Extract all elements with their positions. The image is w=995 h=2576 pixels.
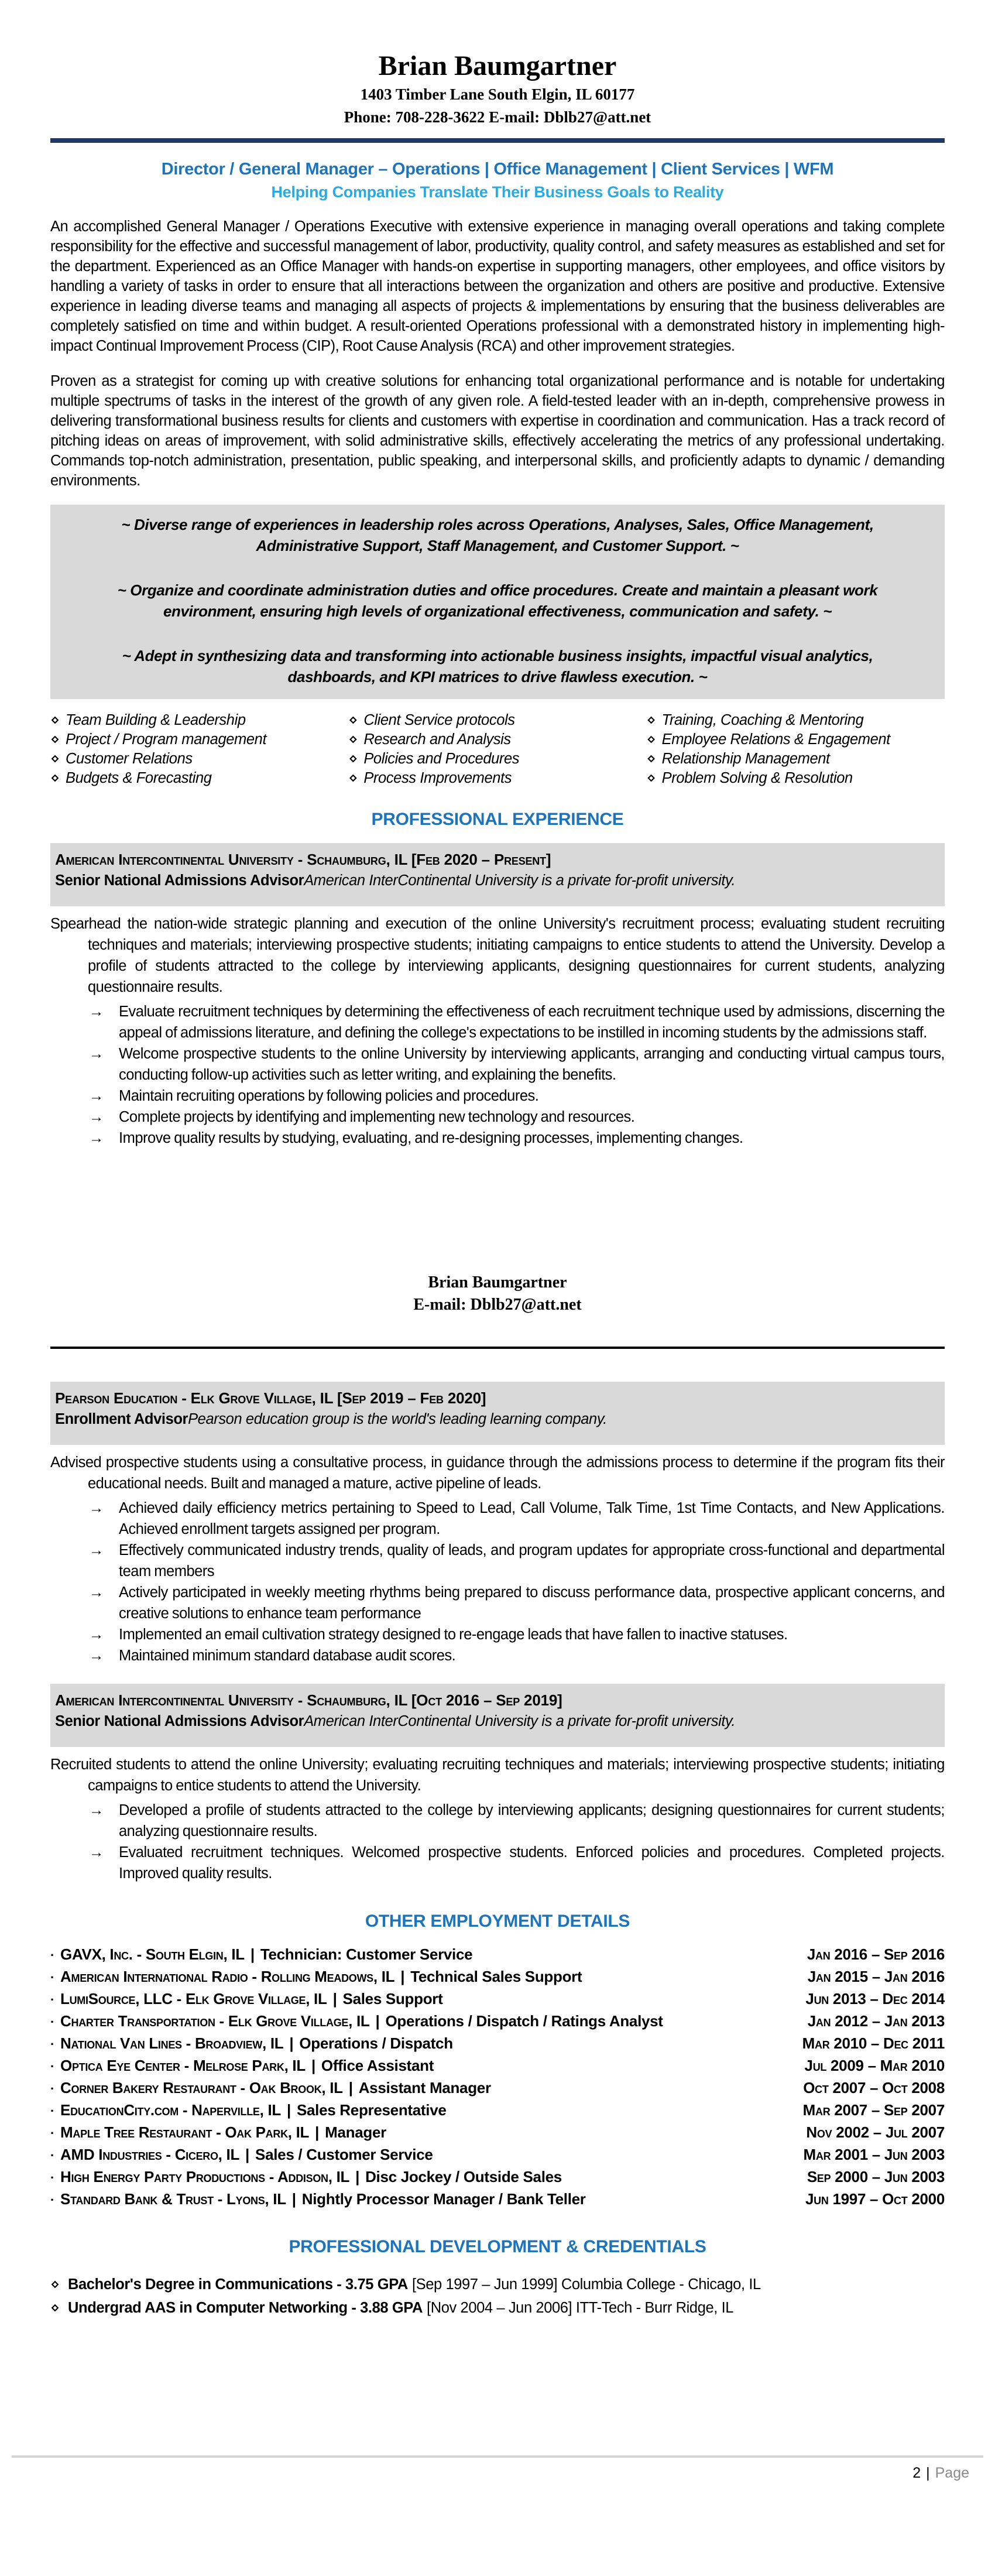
pipe-separator: | <box>348 2079 353 2097</box>
pipe-separator: | <box>286 2101 291 2119</box>
pipe-separator: | <box>289 2034 294 2052</box>
job1-summary: Spearhead the nation-wide strategic planning and execution of the online University's recruitment process; evaluating student recruiting techniques and materials; interviewing prospective students; initiating campaigns to entice students to attend the University. Develop a profile of students attracted to the college by interviewing applicants, designing questionnaires for current students, analyzing questionnaire results. <box>50 916 945 995</box>
job3-company-note: American InterContinental University is a private for-profit university. <box>304 1713 736 1729</box>
employment-dates: Jan 2015 – Jan 2016 <box>807 1968 945 1985</box>
page2-header-rule <box>50 1347 945 1349</box>
skill-item: ⋄ Relationship Management <box>647 749 945 769</box>
credentials-list <box>50 2273 945 2320</box>
credential-title: Undergrad AAS in Computer Networking - 3.88 GPA <box>68 2300 423 2316</box>
employment-role: Operations / Dispatch / Ratings Analyst <box>385 2012 663 2030</box>
employment-dates: Jul 2009 – Mar 2010 <box>804 2057 945 2074</box>
skills-column-1 <box>50 711 348 788</box>
bullet-item: → Maintained minimum standard database audit scores. <box>89 1645 945 1666</box>
skill-item: ⋄ Budgets & Forecasting <box>50 769 348 788</box>
page-number-text <box>12 2465 983 2482</box>
pipe-separator: | <box>375 2012 380 2030</box>
arrow-bullet-icon: → <box>89 1647 104 1664</box>
diamond-bullet-icon: ⋄ <box>646 712 656 728</box>
employment-role: Technician: Customer Service <box>260 1945 473 1963</box>
arrow-bullet-icon: → <box>89 1500 104 1516</box>
skill-item: ⋄ Project / Program management <box>50 730 348 749</box>
highlight-3: ~ Adept in synthesizing data and transforming into actionable business insights, impactful visual analytics, dashboards, and KPI matrices to drive flawless execution. ~ <box>122 647 873 686</box>
dot-bullet-icon: · <box>50 1992 55 2007</box>
dot-bullet-icon: · <box>50 2170 55 2185</box>
employment-dates: Mar 2001 – Jun 2003 <box>803 2146 945 2163</box>
dot-bullet-icon: · <box>50 1970 55 1985</box>
footer-divider-rule <box>12 2455 983 2458</box>
employment-row <box>50 2077 945 2099</box>
employment-company: LumiSource, LLC - Elk Grove Village, IL <box>60 1990 327 2008</box>
resume-title: Director / General Manager – Operations | Office Management | Client Services | WFM <box>161 160 834 179</box>
employment-role: Operations / Dispatch <box>299 2034 453 2052</box>
employment-dates: Jan 2012 – Jan 2013 <box>807 2012 945 2030</box>
arrow-bullet-icon: → <box>89 1584 104 1601</box>
candidate-name: Brian Baumgartner <box>378 50 617 81</box>
employment-row <box>50 2188 945 2211</box>
employment-row <box>50 2010 945 2033</box>
arrow-bullet-icon: → <box>89 1046 104 1062</box>
employment-dates: Jun 2013 – Dec 2014 <box>805 1990 945 2008</box>
pipe-separator: | <box>400 1968 405 1985</box>
job3-header-box <box>50 1684 945 1747</box>
header-divider-rule <box>50 138 945 143</box>
bullet-item: → Maintain recruiting operations by following policies and procedures. <box>89 1085 945 1107</box>
page2-candidate-name: Brian Baumgartner <box>428 1273 567 1292</box>
job1-company-line: American Intercontinental University - Schaumburg, IL [Feb 2020 – Present] <box>55 851 551 868</box>
employment-row <box>50 2166 945 2188</box>
credential-item <box>50 2273 945 2296</box>
employment-company: American International Radio - Rolling Meadows, IL <box>60 1968 395 1985</box>
pipe-separator: | <box>245 2146 250 2163</box>
pipe-separator: | <box>291 2190 296 2208</box>
skills-column-2 <box>348 711 646 788</box>
dot-bullet-icon: · <box>50 2193 55 2207</box>
diamond-bullet-icon: ⋄ <box>50 2276 60 2293</box>
diamond-bullet-icon: ⋄ <box>348 731 358 748</box>
job1-role-line <box>55 870 940 891</box>
employment-dates: Mar 2007 – Sep 2007 <box>802 2101 945 2119</box>
skills-columns <box>50 711 945 788</box>
employment-dates: Sep 2000 – Jun 2003 <box>807 2168 945 2186</box>
employment-company: EducationCity.com - Naperville, IL <box>60 2101 281 2119</box>
credential-details: [Nov 2004 – Jun 2006] ITT-Tech - Burr Ridge, IL <box>427 2300 734 2316</box>
employment-dates: Jan 2016 – Sep 2016 <box>807 1945 945 1963</box>
arrow-bullet-icon: → <box>89 1844 104 1861</box>
employment-role: Nightly Processor Manager / Bank Teller <box>301 2190 586 2208</box>
section-heading-development-credentials: PROFESSIONAL DEVELOPMENT & CREDENTIALS <box>289 2237 706 2256</box>
diamond-bullet-icon: ⋄ <box>646 751 656 767</box>
dot-bullet-icon: · <box>50 2081 55 2096</box>
dot-bullet-icon: · <box>50 2015 55 2029</box>
bullet-item: → Evaluated recruitment techniques. Welcomed prospective students. Enforced policies and procedures. Completed projects. Improved quality results. <box>89 1842 945 1884</box>
employment-company: Maple Tree Restaurant - Oak Park, IL <box>60 2123 310 2141</box>
bullet-item: → Developed a profile of students attracted to the college by interviewing applicants; designing questionnaires for current students; analyzing questionnaire results. <box>89 1800 945 1842</box>
employment-role: Sales / Customer Service <box>255 2146 433 2163</box>
other-employment-list <box>50 1944 945 2211</box>
employment-company: High Energy Party Productions - Addison, IL <box>60 2168 350 2186</box>
job2-company-note: Pearson education group is the world's leading learning company. <box>188 1411 607 1427</box>
skill-item: ⋄ Training, Coaching & Mentoring <box>647 711 945 730</box>
employment-row <box>50 1988 945 2010</box>
dot-bullet-icon: · <box>50 2104 55 2118</box>
credential-title: Bachelor's Degree in Communications - 3.75 GPA <box>68 2276 408 2293</box>
diamond-bullet-icon: ⋄ <box>50 731 60 748</box>
page-footer <box>12 2455 983 2482</box>
summary-paragraph-1: An accomplished General Manager / Operations Executive with extensive experience in managing overall operations and taking complete responsibility for the effective and successful management of labor, productivity, quality control, and safety measures as established and set for the department. Experienced as an Office Manager with hands-on expertise in supporting managers, other employees, and office visitors by handling a variety of tasks in order to ensure that all interactions between the organization and others are positive and productive. Extensive experience in leading diverse teams and managing all aspects of projects & implementations by ensuring that the business deliverables are completely satisfied on time and within budget. A result-oriented Operations professional with a demonstrated history in implementing high-impact Continual Improvement Process (CIP), Root Cause Analysis (RCA) and other improvement strategies. <box>50 218 945 354</box>
job1-header-box <box>50 843 945 906</box>
job2-role: Enrollment Advisor <box>55 1411 188 1427</box>
employment-company: Corner Bakery Restaurant - Oak Brook, IL <box>60 2079 343 2097</box>
skill-item: ⋄ Customer Relations <box>50 749 348 769</box>
candidate-contact: Phone: 708-228-3622 E-mail: Dblb27@att.net <box>344 108 651 126</box>
skill-item: ⋄ Employee Relations & Engagement <box>647 730 945 749</box>
bullet-item: → Improve quality results by studying, evaluating, and re-designing processes, implementing changes. <box>89 1128 945 1149</box>
job1-role: Senior National Admissions Advisor <box>55 872 304 889</box>
skills-column-3 <box>647 711 945 788</box>
employment-role: Manager <box>325 2123 386 2141</box>
diamond-bullet-icon: ⋄ <box>50 770 60 786</box>
employment-company: GAVX, Inc. - South Elgin, IL <box>60 1945 245 1963</box>
credential-item <box>50 2296 945 2320</box>
job3-summary: Recruited students to attend the online University; evaluating recruiting techniques and materials; interviewing prospective students; initiating campaigns to entice students to attend the University. <box>50 1756 945 1794</box>
job3-bullets <box>50 1800 945 1884</box>
resume-tagline: Helping Companies Translate Their Business Goals to Reality <box>271 183 724 201</box>
pipe-separator: | <box>332 1990 337 2008</box>
employment-row <box>50 2122 945 2144</box>
job2-bullets <box>50 1498 945 1666</box>
section-heading-other-employment: OTHER EMPLOYMENT DETAILS <box>365 1912 630 1931</box>
skill-item: ⋄ Team Building & Leadership <box>50 711 348 730</box>
bullet-item: → Evaluate recruitment techniques by determining the effectiveness of each recruitment technique used by admissions, discerning the appeal of admissions literature, and defining the college's expectations to be instilled in incoming students by the admissions staff. <box>89 1001 945 1043</box>
diamond-bullet-icon: ⋄ <box>646 731 656 748</box>
employment-dates: Jun 1997 – Oct 2000 <box>805 2190 945 2208</box>
employment-row <box>50 1944 945 1966</box>
bullet-item: → Complete projects by identifying and implementing new technology and resources. <box>89 1107 945 1128</box>
pipe-separator: | <box>355 2168 360 2186</box>
job2-company-line: Pearson Education - Elk Grove Village, IL [Sep 2019 – Feb 2020] <box>55 1389 486 1407</box>
arrow-bullet-icon: → <box>89 1626 104 1643</box>
employment-row <box>50 2055 945 2077</box>
arrow-bullet-icon: → <box>89 1109 104 1125</box>
pipe-separator: | <box>311 2057 315 2074</box>
employment-row <box>50 2099 945 2122</box>
employment-role: Disc Jockey / Outside Sales <box>365 2168 562 2186</box>
employment-dates: Mar 2010 – Dec 2011 <box>802 2034 945 2052</box>
pipe-separator: | <box>250 1945 255 1963</box>
job2-header-box <box>50 1382 945 1445</box>
highlights-box <box>50 505 945 699</box>
dot-bullet-icon: · <box>50 1948 55 1962</box>
credential-details: [Sep 1997 – Jun 1999] Columbia College - Chicago, IL <box>411 2276 761 2293</box>
skill-item: ⋄ Problem Solving & Resolution <box>647 769 945 788</box>
dot-bullet-icon: · <box>50 2037 55 2051</box>
arrow-bullet-icon: → <box>89 1802 104 1818</box>
employment-company: Standard Bank & Trust - Lyons, IL <box>60 2190 286 2208</box>
diamond-bullet-icon: ⋄ <box>348 770 358 786</box>
page2-candidate-email: E-mail: Dblb27@att.net <box>413 1296 582 1314</box>
job1-company-note: American InterContinental University is a private for-profit university. <box>304 872 736 889</box>
job3-company-line: American Intercontinental University - Schaumburg, IL [Oct 2016 – Sep 2019] <box>55 1691 562 1709</box>
diamond-bullet-icon: ⋄ <box>50 2300 60 2316</box>
page-number: 2 <box>912 2465 921 2481</box>
page-label: Page <box>935 2465 969 2481</box>
bullet-item: → Achieved daily efficiency metrics pertaining to Speed to Lead, Call Volume, Talk Time, 1st Time Contacts, and New Applications. Achieved enrollment targets assigned per program. <box>89 1498 945 1540</box>
summary-paragraph-2: Proven as a strategist for coming up with creative solutions for enhancing total organizational performance and is notable for undertaking multiple spectrums of tasks in the interest of the growth of any given role. A field-tested leader with an in-depth, comprehensive prowess in delivering transformational business results for clients and customers with expertise in coordination and communication. Has a track record of pitching ideas on areas of improvement, with solid administrative skills, effectively accelerating the metrics of any professional undertaking. Commands top-notch administration, presentation, public speaking, and interpersonal skills, and proficiently adapts to dynamic / demanding environments. <box>50 373 945 489</box>
page2-header <box>50 1272 945 1316</box>
highlight-1: ~ Diverse range of experiences in leadership roles across Operations, Analyses, Sales, Office Management, Administrative Support, Staff Management, and Customer Support. ~ <box>121 516 874 554</box>
job2-summary: Advised prospective students using a consultative process, in guidance through the admissions process to determine if the program fits their educational needs. Built and managed a mature, active pipeline of leads. <box>50 1454 945 1492</box>
arrow-bullet-icon: → <box>89 1003 104 1020</box>
diamond-bullet-icon: ⋄ <box>50 751 60 767</box>
diamond-bullet-icon: ⋄ <box>348 712 358 728</box>
diamond-bullet-icon: ⋄ <box>50 712 60 728</box>
dot-bullet-icon: · <box>50 2059 55 2074</box>
employment-company: National Van Lines - Broadview, IL <box>60 2034 284 2052</box>
dot-bullet-icon: · <box>50 2126 55 2140</box>
arrow-bullet-icon: → <box>89 1088 104 1104</box>
employment-company: Charter Transportation - Elk Grove Village, IL <box>60 2012 370 2030</box>
employment-company: AMD Industries - Cicero, IL <box>60 2146 240 2163</box>
arrow-bullet-icon: → <box>89 1542 104 1558</box>
bullet-item: → Effectively communicated industry trends, quality of leads, and program updates for appropriate cross-functional and departmental team members <box>89 1540 945 1582</box>
section-heading-professional-experience: PROFESSIONAL EXPERIENCE <box>371 810 624 829</box>
job3-role-line <box>55 1711 940 1732</box>
employment-dates: Oct 2007 – Oct 2008 <box>803 2079 945 2097</box>
employment-role: Office Assistant <box>321 2057 434 2074</box>
diamond-bullet-icon: ⋄ <box>646 770 656 786</box>
employment-row <box>50 2144 945 2166</box>
candidate-address: 1403 Timber Lane South Elgin, IL 60177 <box>360 85 635 103</box>
skill-item: ⋄ Research and Analysis <box>348 730 646 749</box>
page-number-separator: | <box>926 2465 930 2481</box>
dot-bullet-icon: · <box>50 2148 55 2163</box>
employment-role: Technical Sales Support <box>410 1968 582 1985</box>
employment-company: Optica Eye Center - Melrose Park, IL <box>60 2057 306 2074</box>
job2-role-line <box>55 1409 940 1430</box>
employment-role: Sales Representative <box>296 2101 447 2119</box>
bullet-item: → Welcome prospective students to the online University by interviewing applicants, arranging and conducting virtual campus tours, conducting follow-up activities such as letter writing, and explaining the benefits. <box>89 1043 945 1085</box>
skill-item: ⋄ Process Improvements <box>348 769 646 788</box>
skill-item: ⋄ Client Service protocols <box>348 711 646 730</box>
employment-role: Sales Support <box>342 1990 443 2008</box>
job1-bullets <box>50 1001 945 1149</box>
arrow-bullet-icon: → <box>89 1130 104 1146</box>
bullet-item: → Implemented an email cultivation strategy designed to re-engage leads that have fallen to inactive statuses. <box>89 1624 945 1645</box>
bullet-item: → Actively participated in weekly meeting rhythms being prepared to discuss performance data, prospective applicant concerns, and creative solutions to enhance team performance <box>89 1582 945 1624</box>
highlight-2: ~ Organize and coordinate administration duties and office procedures. Create and maintain a pleasant work environment, ensuring high levels of organizational effectiveness, communication and safety. ~ <box>117 581 878 620</box>
employment-row <box>50 2033 945 2055</box>
pipe-separator: | <box>315 2123 320 2141</box>
employment-dates: Nov 2002 – Jul 2007 <box>806 2123 945 2141</box>
skill-item: ⋄ Policies and Procedures <box>348 749 646 769</box>
employment-row <box>50 1966 945 1988</box>
job3-role: Senior National Admissions Advisor <box>55 1713 304 1729</box>
diamond-bullet-icon: ⋄ <box>348 751 358 767</box>
employment-role: Assistant Manager <box>358 2079 491 2097</box>
